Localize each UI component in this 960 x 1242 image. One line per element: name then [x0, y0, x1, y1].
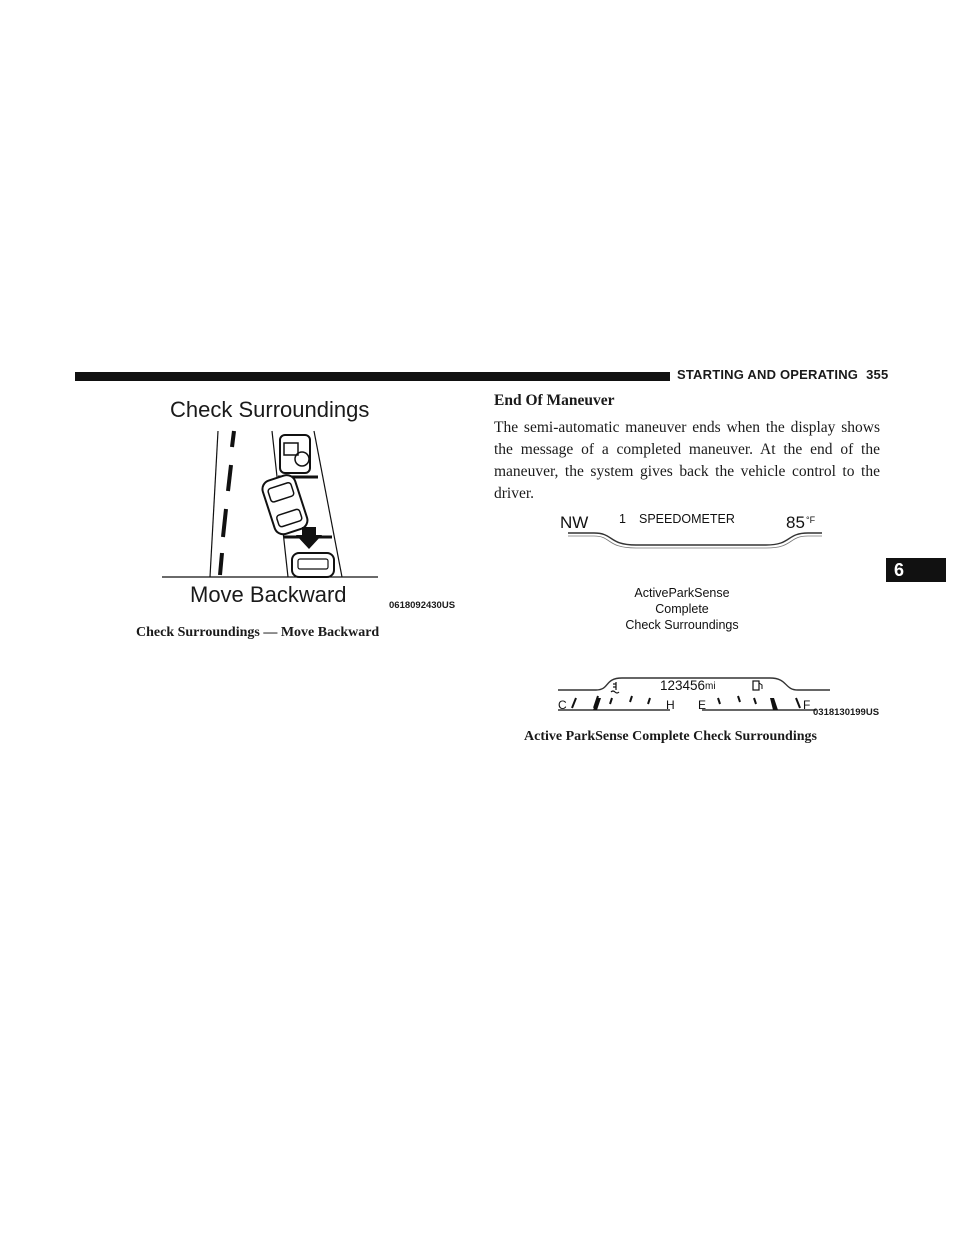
temperature-value: 85: [786, 513, 805, 532]
section-heading: End Of Maneuver: [494, 392, 615, 409]
odometer-value: 123456: [660, 678, 706, 693]
header-rule: [75, 372, 670, 381]
page-number: 355: [866, 367, 889, 382]
odometer-unit: mi: [705, 681, 716, 692]
figure-title-top: Check Surroundings: [170, 397, 370, 422]
message-line-2: Complete: [655, 602, 709, 616]
message-line-1: ActiveParkSense: [634, 586, 730, 600]
figure-code: 0318130199US: [813, 707, 880, 718]
chapter-tab: 6: [886, 558, 946, 582]
temperature-unit: °F: [806, 515, 816, 525]
temp-gauge-hot-label: H: [666, 698, 675, 712]
figure-title-bottom: Move Backward: [190, 582, 347, 607]
fuel-gauge-full-label: F: [803, 698, 811, 712]
message-line-3: Check Surroundings: [625, 618, 739, 632]
screen-title: SPEEDOMETER: [639, 512, 735, 526]
parking-illustration: [160, 425, 480, 585]
section-body: The semi-automatic maneuver ends when the display shows the message of a completed maneuver. At the end of the maneuver, the system gives back the vehicle control to the driver.: [494, 419, 880, 502]
figure-check-surroundings: [160, 395, 480, 615]
running-header: [677, 367, 888, 382]
figure-code: 0618092430US: [389, 600, 456, 611]
figure-cluster-display: [540, 505, 890, 725]
figure-caption: Check Surroundings — Move Backward: [136, 625, 380, 640]
section-title: STARTING AND OPERATING: [677, 367, 859, 382]
temp-gauge-cold-label: C: [558, 698, 567, 712]
figure-caption: Active ParkSense Complete Check Surroundings: [524, 729, 817, 744]
screen-number: 1: [619, 512, 626, 526]
top-display-border: [540, 527, 890, 549]
compass-heading: NW: [560, 513, 589, 532]
fuel-gauge-empty-label: E: [698, 698, 707, 712]
status-message: [582, 585, 782, 633]
